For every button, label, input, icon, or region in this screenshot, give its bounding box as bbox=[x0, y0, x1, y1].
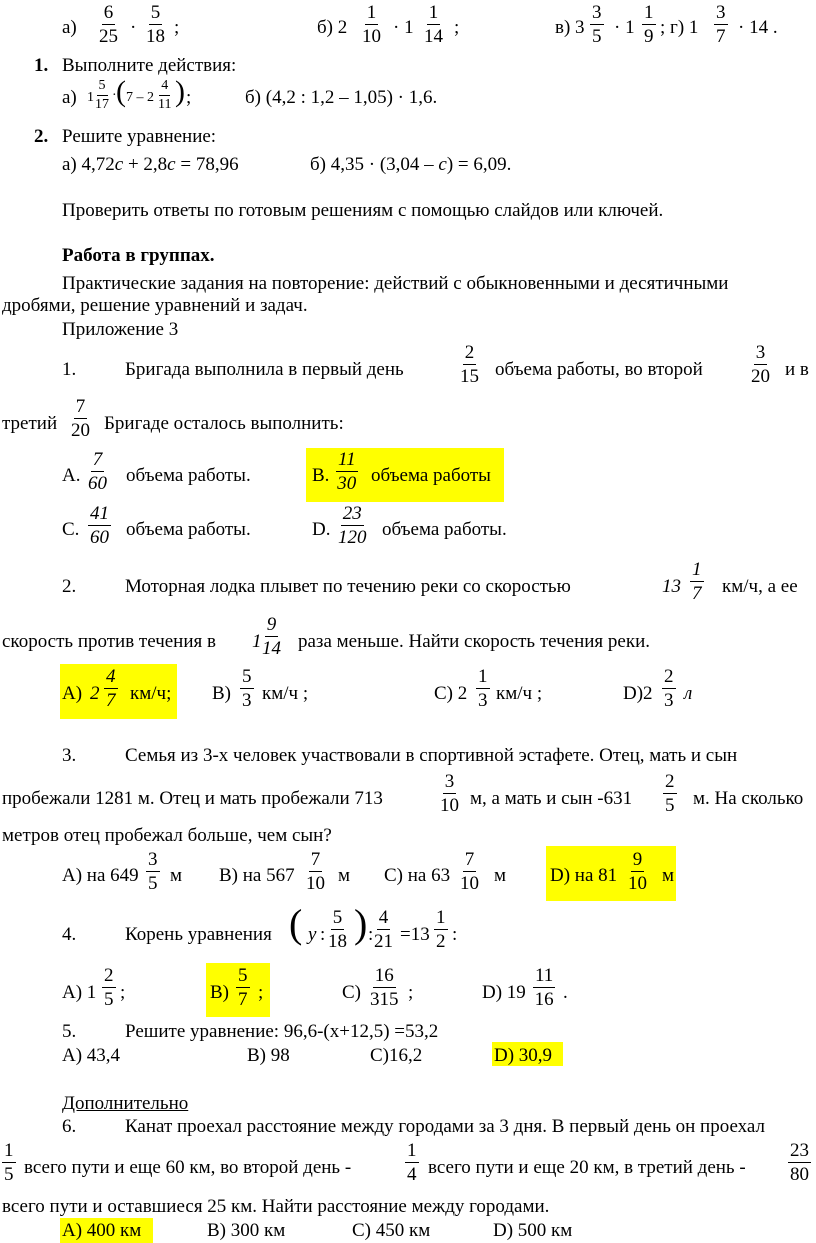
option-d: D) 30,9 bbox=[494, 1045, 553, 1066]
fraction: 1 2 bbox=[436, 907, 446, 952]
option-label: D. bbox=[312, 519, 331, 540]
option-label: C) 2 bbox=[434, 683, 468, 704]
option-text: л bbox=[684, 683, 693, 704]
question-text: Бригада выполнила в первый день bbox=[125, 359, 404, 380]
task-number: 1. bbox=[34, 55, 49, 76]
paragraph-line: Практические задания на повторение: действий с обыкновенными и десятичными bbox=[62, 273, 729, 294]
task-title: Решите уравнение: bbox=[62, 126, 217, 147]
question-text: Моторная лодка плывет по течению реки со скоростью bbox=[125, 576, 571, 597]
fraction: 2 5 bbox=[104, 965, 114, 1010]
fraction: 1 7 bbox=[692, 559, 702, 604]
expression: 7 – 2 bbox=[126, 90, 154, 105]
fraction: 9 14 bbox=[262, 614, 281, 659]
equation-b: б) 4,35 · (3,04 – c) = 6,09. bbox=[310, 154, 512, 175]
fraction: 7 60 bbox=[88, 449, 107, 494]
whole-part: 13 bbox=[662, 576, 681, 597]
fraction: 7 10 bbox=[460, 849, 479, 894]
fraction: 41 60 bbox=[90, 503, 109, 548]
option-c: C)16,2 bbox=[370, 1045, 423, 1066]
check-note: Проверить ответы по готовым решениям с помощью слайдов или ключей. bbox=[62, 200, 664, 221]
fraction: 11 16 bbox=[534, 965, 554, 1010]
question-number: 4. bbox=[62, 924, 77, 945]
fraction: 1 3 bbox=[478, 666, 488, 711]
option-text: . bbox=[563, 982, 568, 1003]
whole-part: 1 bbox=[252, 631, 262, 652]
option-label: C) на 63 bbox=[384, 865, 451, 886]
option-text: объема работы. bbox=[382, 519, 507, 540]
question-text: Корень уравнения bbox=[125, 924, 272, 945]
option-a: A) 43,4 bbox=[62, 1045, 121, 1066]
paren-close: ) bbox=[175, 75, 185, 108]
fraction: 3 20 bbox=[751, 342, 770, 387]
option-text: ; bbox=[258, 982, 264, 1003]
option-text: км/ч ; bbox=[496, 683, 543, 704]
whole-part: 2 bbox=[90, 683, 100, 704]
question-text: объема работы, во второй bbox=[495, 359, 703, 380]
question-number: 6. bbox=[62, 1116, 77, 1137]
operator: : bbox=[320, 924, 326, 945]
option-label: C) bbox=[342, 982, 361, 1003]
fraction: 1 9 bbox=[644, 2, 654, 47]
paren-open: ( bbox=[289, 901, 303, 946]
operator: · bbox=[112, 88, 117, 103]
option-label: D) 19 bbox=[482, 982, 526, 1003]
fraction: 11 30 bbox=[337, 449, 357, 494]
question-text: Семья из 3-х человек участвовали в спортивной эстафете. Отец, мать и сын bbox=[125, 745, 738, 766]
question-number: 3. bbox=[62, 745, 77, 766]
option-text: объема работы. bbox=[126, 465, 251, 486]
fraction: 2 5 bbox=[665, 771, 675, 816]
option-label: B) на 567 bbox=[219, 865, 295, 886]
fraction: 4 7 bbox=[106, 666, 116, 711]
operator: : bbox=[452, 924, 458, 945]
fraction: 5 18 bbox=[328, 907, 347, 952]
option-label: B) bbox=[212, 683, 231, 704]
question-text: м, а мать и сын -631 bbox=[470, 788, 633, 809]
fraction: 5 17 bbox=[95, 78, 109, 112]
fraction: 1 5 bbox=[4, 1140, 14, 1185]
option-label: A. bbox=[62, 465, 81, 486]
fraction: 3 5 bbox=[592, 2, 602, 47]
variable: y bbox=[308, 924, 317, 945]
label-a: а) bbox=[62, 17, 77, 38]
task-title: Выполните действия: bbox=[62, 55, 237, 76]
operator: · 1 bbox=[393, 17, 414, 38]
fraction: 1 4 bbox=[407, 1140, 417, 1185]
fraction: 1 14 bbox=[424, 2, 443, 47]
option-label: D) на 81 bbox=[550, 865, 618, 886]
question-text: м. На сколько bbox=[693, 788, 804, 809]
section-title: Работа в группах. bbox=[62, 245, 215, 266]
fraction: 2 15 bbox=[460, 342, 479, 387]
fraction: 5 3 bbox=[242, 666, 252, 711]
question-number: 1. bbox=[62, 359, 77, 380]
equation-a: а) 4,72c + 2,8c = 78,96 bbox=[62, 154, 239, 175]
option-text: м bbox=[662, 865, 675, 886]
fraction: 7 10 bbox=[306, 849, 325, 894]
semicolon: ; bbox=[454, 17, 460, 38]
option-text: м bbox=[338, 865, 351, 886]
question-text: Канат проехал расстояние между городами за 3 дня. В первый день он проехал bbox=[125, 1116, 765, 1137]
fraction: 4 11 bbox=[158, 78, 172, 112]
option-text: м bbox=[494, 865, 507, 886]
operator: · bbox=[130, 17, 137, 38]
option-text: объема работы bbox=[371, 465, 491, 486]
semicolon: ; bbox=[186, 87, 192, 108]
appendix-label: Приложение 3 bbox=[62, 319, 179, 340]
fraction: 9 10 bbox=[628, 849, 647, 894]
question-text: всего пути и еще 60 км, во второй день - bbox=[24, 1157, 352, 1178]
question-text: скорость против течения в bbox=[2, 631, 216, 652]
fraction: 3 7 bbox=[716, 2, 726, 47]
operator: · 14 . bbox=[738, 17, 778, 38]
question-text: раза меньше. Найти скорость течения реки. bbox=[298, 631, 651, 652]
option-a: A) 400 км bbox=[62, 1220, 142, 1241]
question-text: пробежали 1281 м. Отец и мать пробежали 713 bbox=[2, 788, 383, 809]
label-g: ; г) 1 bbox=[660, 17, 699, 38]
fraction: 2 3 bbox=[664, 666, 674, 711]
fraction: 3 10 bbox=[440, 771, 459, 816]
section-title: Дополнительно bbox=[62, 1093, 189, 1114]
fraction: 1 10 bbox=[362, 2, 381, 47]
paragraph-line: дробями, решение уравнений и задач. bbox=[2, 295, 308, 316]
label-v: в) 3 bbox=[555, 17, 585, 38]
option-label: B) bbox=[210, 982, 229, 1003]
option-text: км/ч; bbox=[130, 683, 172, 704]
option-label: C. bbox=[62, 519, 80, 540]
option-label: A) на 649 bbox=[62, 865, 139, 886]
option-label: A) 1 bbox=[62, 982, 97, 1003]
label-b: б) 2 bbox=[317, 17, 348, 38]
question-text: метров отец пробежал больше, чем сын? bbox=[2, 825, 332, 846]
expression-b: б) (4,2 : 1,2 – 1,05) · 1,6. bbox=[245, 87, 438, 108]
question-text: всего пути и оставшиеся 25 км. Найти расстояние между городами. bbox=[2, 1196, 550, 1217]
option-label: B. bbox=[312, 465, 330, 486]
fraction: 23 80 bbox=[790, 1140, 809, 1185]
option-label: A) bbox=[62, 683, 83, 704]
operator: : bbox=[368, 924, 374, 945]
question-text: км/ч, а ее bbox=[722, 576, 798, 597]
question-number: 2. bbox=[62, 576, 77, 597]
question-text: всего пути и еще 20 км, в третий день - bbox=[428, 1157, 746, 1178]
option-b: B) 300 км bbox=[207, 1220, 286, 1241]
fraction: 4 21 bbox=[374, 907, 393, 952]
semicolon: ; bbox=[174, 17, 180, 38]
fraction: 6 25 bbox=[99, 2, 118, 47]
option-text: ; bbox=[408, 982, 414, 1003]
fraction: 23 120 bbox=[338, 503, 367, 548]
fraction: 5 18 bbox=[146, 2, 165, 47]
option-d: D) 500 км bbox=[493, 1220, 573, 1241]
question-number: 5. bbox=[62, 1021, 77, 1042]
operator: · 1 bbox=[614, 17, 635, 38]
option-c: C) 450 км bbox=[352, 1220, 431, 1241]
question-text: третий bbox=[2, 413, 58, 434]
fraction: 7 20 bbox=[71, 396, 90, 441]
option-text: км/ч ; bbox=[262, 683, 309, 704]
fraction: 3 5 bbox=[148, 849, 158, 894]
whole-part: 1 bbox=[87, 90, 94, 105]
paren-close: ) bbox=[354, 901, 368, 946]
option-b: B) 98 bbox=[247, 1045, 290, 1066]
question-text: Решите уравнение: 96,6-(х+12,5) =53,2 bbox=[125, 1021, 439, 1042]
fraction: 5 7 bbox=[238, 965, 248, 1010]
fraction: 16 315 bbox=[370, 965, 399, 1010]
task-number: 2. bbox=[34, 126, 49, 147]
question-text: и в bbox=[785, 359, 809, 380]
label-a: а) bbox=[62, 87, 77, 108]
question-text: Бригаде осталось выполнить: bbox=[104, 413, 344, 434]
option-label: D)2 bbox=[623, 683, 653, 704]
option-text: объема работы. bbox=[126, 519, 251, 540]
paren-open: ( bbox=[116, 75, 126, 108]
operator: =13 bbox=[400, 924, 430, 945]
option-text: ; bbox=[120, 982, 126, 1003]
option-text: м bbox=[170, 865, 183, 886]
